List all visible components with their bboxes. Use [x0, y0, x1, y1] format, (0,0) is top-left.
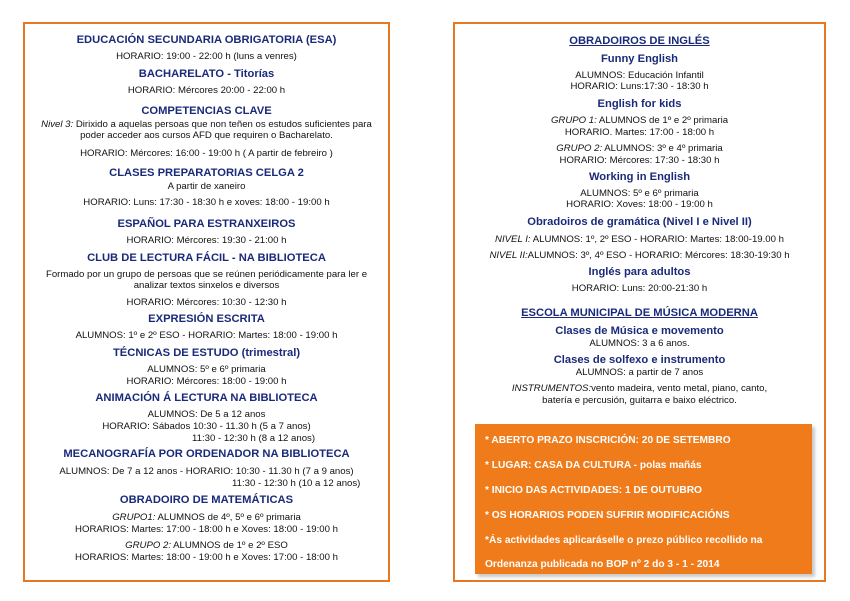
- musica-mov-title: Clases de Música e movemento: [555, 325, 724, 337]
- gramatica-n1-line: ALUMNOS: 1º, 2º ESO - HORARIO: Martes: 18:00-19.00 h: [530, 234, 784, 245]
- bacharelato-schedule: HORARIO: Mércores 20:00 - 22:00 h: [127, 85, 286, 96]
- animacion-schedule-1: HORARIO: Sábados 10:30 - 11.30 h (5 a 7 anos): [102, 421, 311, 432]
- gramatica-n1-label: NIVEL I:: [495, 234, 531, 245]
- adultos-title: Inglés para adultos: [588, 266, 691, 278]
- notice-line-3: * INICIO DAS ACTIVIDADES: 1 DE OUTUBRO: [485, 485, 702, 496]
- kids-g2: [455, 143, 824, 155]
- instrumentos-line-1: [455, 383, 824, 395]
- esa-schedule: HORARIO: 19:00 - 22:00 h (luns a venres): [116, 51, 297, 62]
- gramatica-n2: [455, 250, 824, 262]
- expresion-line: ALUMNOS: 1º e 2º ESO - HORARIO: Martes: 18:00 - 19:00 h: [75, 330, 338, 341]
- matematicas-g1-students: ALUMNOS de 4º, 5º e 6º primaria: [155, 512, 301, 523]
- kids-g1: [455, 115, 824, 127]
- instrumentos-line-2: batería e percusión, guitarra e baixo eléctrico.: [542, 395, 737, 406]
- matematicas-title: OBRADOIRO DE MATEMÁTICAS: [119, 494, 294, 506]
- tecnicas-students: ALUMNOS: 5º e 6º primaria: [147, 364, 266, 375]
- kids-g2-label: GRUPO 2:: [556, 143, 603, 154]
- celga-note: A partir de xaneiro: [167, 181, 246, 192]
- mecanografia-line-1: ALUMNOS: De 7 a 12 anos - HORARIO: 10:30 - 11.30 h (7 a 9 anos): [59, 466, 354, 477]
- competencias-level-label: Nivel 3:: [41, 119, 74, 130]
- kids-title: English for kids: [597, 98, 682, 110]
- matematicas-g2-students: ALUMNOS de 1º e 2º ESO: [171, 540, 288, 551]
- musica-mov-students: ALUMNOS: 3 a 6 anos.: [589, 338, 690, 349]
- right-panel: [453, 22, 826, 582]
- musica-title: ESCOLA MUNICIPAL DE MÚSICA MODERNA: [521, 307, 758, 319]
- gramatica-n2-label: NIVEL II:: [489, 250, 528, 261]
- kids-g1-students: ALUMNOS de 1º e 2º primaria: [596, 115, 729, 126]
- gramatica-title: Obradoiros de gramática (Nivel I e Nivel II): [527, 216, 752, 228]
- matematicas-g1-schedule: HORARIOS: Martes: 17:00 - 18:00 h e Xoves: 18:00 - 19:00 h: [75, 524, 338, 535]
- matematicas-g2: [25, 540, 388, 552]
- tecnicas-title: TÉCNICAS DE ESTUDO (trimestral): [112, 347, 301, 359]
- kids-g2-students: ALUMNOS: 3º e 4º primaria: [602, 143, 723, 154]
- kids-g2-schedule: HORARIO: Mércores: 17:30 - 18:30 h: [559, 155, 720, 166]
- animacion-schedule-2: 11:30 - 12:30 h (8 a 12 anos): [192, 433, 316, 444]
- notice-line-4: * OS HORARIOS PODEN SUFRIR MODIFICACIÓNS: [485, 510, 730, 521]
- club-schedule: HORARIO: Mércores: 10:30 - 12:30 h: [126, 297, 287, 308]
- notice-line-2: * LUGAR: CASA DA CULTURA - polas mañás: [485, 460, 702, 471]
- solfexo-title: Clases de solfexo e instrumento: [553, 354, 726, 366]
- matematicas-g2-label: GRUPO 2:: [125, 540, 171, 551]
- matematicas-g1-label: GRUPO1:: [112, 512, 156, 523]
- bacharelato-title: BACHARELATO - Titorías: [138, 68, 275, 80]
- notice-line-6: Ordenanza publicada no BOP nº 2 do 3 - 1 - 2014: [485, 559, 720, 570]
- tecnicas-schedule: HORARIO: Mércores: 18:00 - 19:00 h: [126, 376, 287, 387]
- funny-students: ALUMNOS: Educación Infantil: [575, 70, 704, 81]
- working-students: ALUMNOS: 5º e 6º primaria: [580, 188, 699, 199]
- funny-schedule: HORARIO: Luns:17:30 - 18:30 h: [570, 81, 709, 92]
- club-desc-1: Formado por un grupo de persoas que se reúnen periódicamente para ler e: [45, 269, 368, 280]
- competencias-desc-2: poder acceder aos cursos AFD que requiren o Bacharelato.: [80, 130, 333, 141]
- working-title: Working in English: [588, 171, 691, 183]
- celga-schedule: HORARIO: Luns: 17:30 - 18:30 h e xoves: 18:00 - 19:00 h: [83, 197, 330, 208]
- mecanografia-title: MECANOGRAFÍA POR ORDENADOR NA BIBLIOTECA: [63, 448, 350, 460]
- esa-title: EDUCACIÓN SECUNDARIA OBRIGATORIA (ESA): [76, 34, 337, 46]
- working-schedule: HORARIO: Xoves: 18:00 - 19:00 h: [566, 199, 713, 210]
- competencias-desc-1-text: Dirixido a aquelas persoas que non teñen os estudos suficientes para: [73, 119, 372, 130]
- kids-g1-schedule: HORARIO. Martes: 17:00 - 18:00 h: [564, 127, 715, 138]
- instrumentos-label: INSTRUMENTOS:: [511, 383, 592, 394]
- animacion-title: ANIMACIÓN Á LECTURA NA BIBLIOTECA: [95, 392, 318, 404]
- competencias-title: COMPETENCIAS CLAVE: [141, 105, 272, 117]
- matematicas-g1: [25, 512, 388, 524]
- expresion-title: EXPRESIÓN ESCRITA: [148, 313, 265, 325]
- celga-title: CLASES PREPARATORIAS CELGA 2: [109, 167, 304, 179]
- competencias-schedule: HORARIO: Mércores: 16:00 - 19:00 h ( A partir de febreiro ): [80, 148, 333, 159]
- left-panel: [23, 22, 390, 582]
- gramatica-n2-line: ALUMNOS: 3º, 4º ESO - HORARIO: Mércores: 18:30-19:30 h: [527, 250, 790, 261]
- club-title: CLUB DE LECTURA FÁCIL - NA BIBLIOTECA: [87, 252, 326, 264]
- notice-line-1: * ABERTO PRAZO INSCRICIÓN: 20 DE SETEMBRO: [485, 435, 731, 446]
- notice-box: [475, 424, 812, 574]
- kids-g1-label: GRUPO 1:: [550, 115, 597, 126]
- matematicas-g2-schedule: HORARIOS: Martes: 18:00 - 19:00 h e Xoves: 17:00 - 18:00 h: [75, 552, 338, 563]
- funny-title: Funny English: [600, 53, 679, 65]
- instrumentos-text-1: vento madeira, vento metal, piano, canto,: [591, 383, 768, 394]
- gramatica-n1: [455, 234, 824, 246]
- solfexo-students: ALUMNOS: a partir de 7 anos: [575, 367, 704, 378]
- mecanografia-line-2: 11:30 - 12:30 h (10 a 12 anos): [232, 478, 361, 489]
- notice-line-5: *Ás actividades aplicaráselle o prezo público recollido na: [485, 535, 763, 546]
- club-desc-2: analizar textos sinxelos e diversos: [133, 280, 280, 291]
- espanol-schedule: HORARIO: Mércores: 19:30 - 21:00 h: [126, 235, 287, 246]
- ingles-title: OBRADOIROS DE INGLÉS: [569, 35, 710, 47]
- espanol-title: ESPAÑOL PARA ESTRANXEIROS: [117, 218, 296, 230]
- animacion-students: ALUMNOS: De 5 a 12 anos: [147, 409, 266, 420]
- adultos-schedule: HORARIO: Luns: 20:00-21:30 h: [571, 283, 708, 294]
